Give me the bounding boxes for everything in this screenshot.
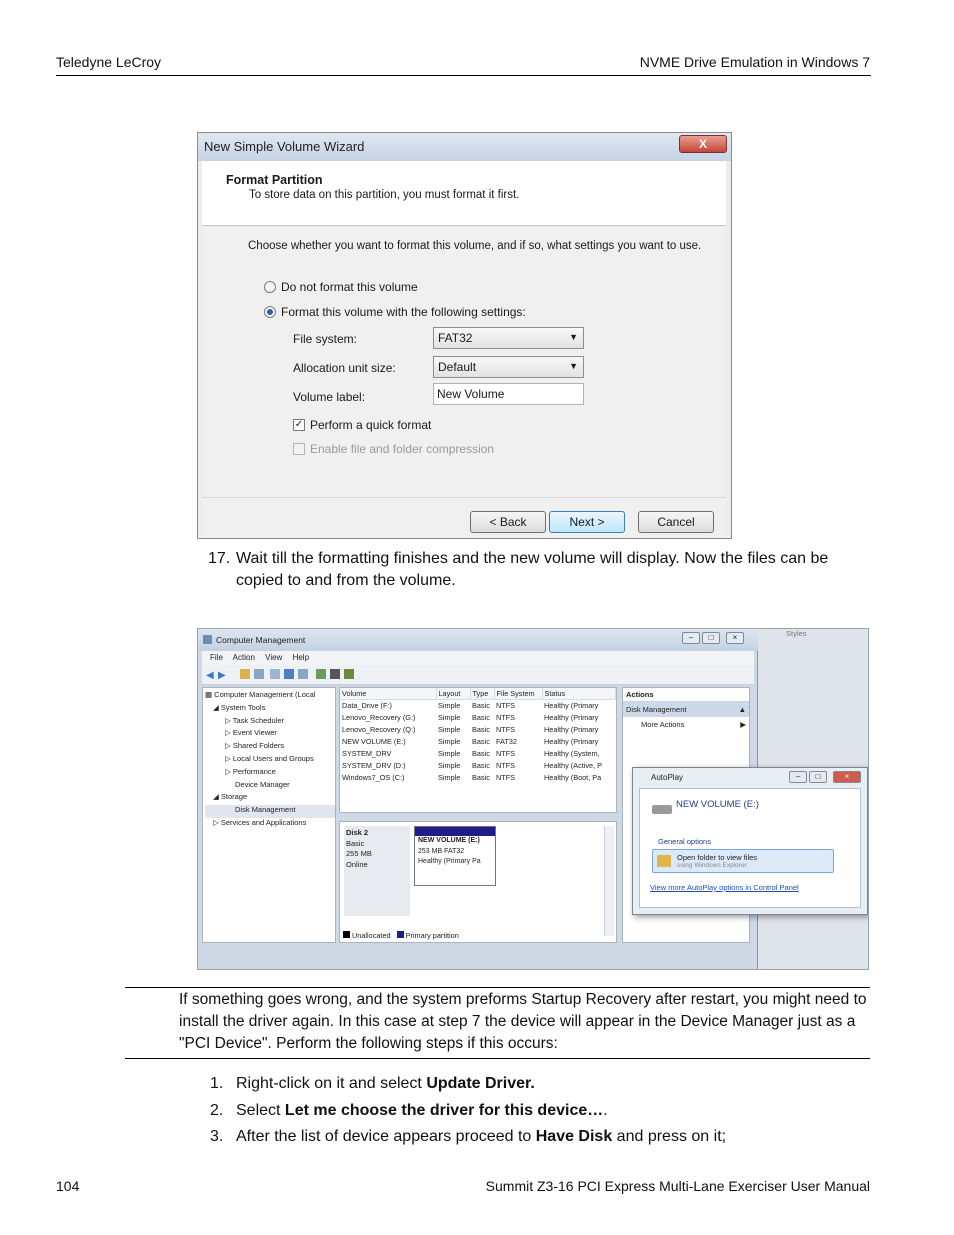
- volume-cell: NTFS: [496, 701, 516, 711]
- chevron-down-icon: ▼: [569, 361, 578, 371]
- tree-item-performance[interactable]: ▷ Performance: [225, 766, 276, 776]
- quick-format-checkbox[interactable]: ✓: [294, 419, 304, 430]
- tree-item-task-scheduler[interactable]: ▷ Task Scheduler: [225, 715, 284, 725]
- computer-icon: [203, 635, 212, 644]
- disk-state: Online: [346, 859, 368, 869]
- radio-format[interactable]: [264, 306, 276, 318]
- menu-action[interactable]: Action: [232, 653, 255, 662]
- help-icon[interactable]: [284, 669, 294, 679]
- note-rule-bottom: [125, 1058, 870, 1059]
- col-type[interactable]: Type: [470, 688, 494, 700]
- volume-cell: Windows7_OS (C:): [342, 773, 405, 782]
- tree-item-disk-management[interactable]: Disk Management: [205, 805, 335, 818]
- volume-row[interactable]: [340, 748, 616, 760]
- chevron-down-icon: ▼: [569, 332, 578, 342]
- check-icon[interactable]: [316, 669, 326, 679]
- volume-cell: Basic: [472, 713, 490, 722]
- step-17-text: Wait till the formatting finishes and the new volume will display. Now the files can be copied to and from the volume.: [236, 550, 829, 589]
- console-icon[interactable]: [254, 669, 264, 679]
- tree-item-shared-folders[interactable]: ▷ Shared Folders: [225, 741, 285, 751]
- computer-management-screenshot: [197, 628, 869, 970]
- tree-item-system-tools[interactable]: ◢ System Tools: [213, 702, 266, 712]
- step-1-number: 1.: [210, 1075, 224, 1092]
- volume-cell: Basic: [472, 737, 490, 746]
- wizard-header: [202, 161, 726, 226]
- volume-cell: Simple: [438, 725, 461, 734]
- volume-cell: NTFS: [496, 773, 516, 782]
- volume-cell: Healthy (Primary: [544, 737, 599, 746]
- tree-item-local-users[interactable]: ▷ Local Users and Groups: [225, 753, 314, 763]
- volume-cell: NEW VOLUME (E:): [342, 737, 406, 746]
- step-3-text: After the list of device appears proceed to Have Disk and press on it;: [236, 1128, 727, 1145]
- label-no-format: Do not format this volume: [281, 280, 418, 294]
- autoplay-link[interactable]: View more AutoPlay options in Control Panel: [650, 883, 799, 892]
- note-text: If something goes wrong, and the system preforms Startup Recovery after restart, you might need to install the driver again. In this case at step 7 the device will appear in the Device Manager just as a "PCI Device". Perform the following steps if this occurs:: [179, 991, 867, 1052]
- volume-cell: Simple: [438, 761, 461, 770]
- volume-cell: Healthy (Boot, Pa: [544, 773, 602, 782]
- cm-title: Computer Management: [198, 629, 758, 651]
- volume-label-label: Volume label:: [293, 390, 366, 404]
- tree-item-device-manager[interactable]: Device Manager: [235, 779, 290, 789]
- partition-new-volume[interactable]: [414, 826, 496, 886]
- allocation-label: Allocation unit size:: [293, 361, 396, 375]
- col-file-system[interactable]: File System: [494, 688, 542, 700]
- close-icon[interactable]: X: [679, 135, 727, 153]
- forward-arrow-icon[interactable]: ▶: [218, 670, 226, 681]
- maximize-icon[interactable]: □: [809, 771, 827, 783]
- cancel-button[interactable]: Cancel: [638, 511, 714, 533]
- volume-cell: Healthy (Active, P: [544, 761, 602, 770]
- menu-help[interactable]: Help: [292, 653, 310, 662]
- next-button[interactable]: Next >: [549, 511, 625, 533]
- volume-cell: Simple: [438, 701, 461, 711]
- folder-icon[interactable]: [240, 669, 250, 679]
- autoplay-general: General options: [658, 837, 711, 846]
- step-2-number: 2.: [210, 1102, 224, 1119]
- minimize-icon[interactable]: –: [682, 632, 700, 644]
- col-layout[interactable]: Layout: [436, 688, 470, 700]
- autoplay-open-folder[interactable]: [652, 849, 834, 873]
- primary-swatch: [397, 931, 404, 938]
- volume-cell: Simple: [438, 713, 461, 722]
- volume-cell: Healthy (Primary: [544, 701, 599, 711]
- disk-icon[interactable]: [330, 669, 340, 679]
- tree-item-root[interactable]: ▦ Computer Management (Local: [205, 690, 316, 699]
- label-format: Format this volume with the following settings:: [281, 305, 526, 319]
- volume-cell: FAT32: [496, 737, 517, 746]
- wizard-title: New Simple Volume Wizard: [198, 133, 731, 161]
- wizard-body: [202, 227, 726, 497]
- volume-label-input[interactable]: New Volume: [433, 383, 584, 405]
- volume-cell: Basic: [472, 701, 490, 711]
- volume-cell: Healthy (Primary: [544, 725, 599, 734]
- disk-info: [344, 826, 410, 916]
- tree-item-event-viewer[interactable]: ▷ Event Viewer: [225, 728, 277, 738]
- chevron-up-icon: ▲: [738, 705, 746, 714]
- partition-name: NEW VOLUME (E:): [418, 837, 480, 844]
- step-17-number: 17.: [208, 550, 231, 567]
- refresh-icon[interactable]: [344, 669, 354, 679]
- allocation-value: Default: [438, 360, 477, 374]
- volume-cell: SYSTEM_DRV (D:): [342, 761, 406, 770]
- autoplay-title: AutoPlay: [651, 773, 684, 782]
- autoplay-content: [639, 788, 861, 908]
- volume-cell: Lenovo_Recovery (G:): [342, 713, 416, 722]
- page-number: 104: [56, 1178, 80, 1194]
- volume-cell: Lenovo_Recovery (Q:): [342, 725, 416, 734]
- autoplay-open-sub: using Windows Explorer: [677, 862, 747, 869]
- volume-cell: Basic: [472, 749, 490, 758]
- volume-row[interactable]: [340, 700, 616, 712]
- header-left: Teledyne LeCroy: [56, 54, 162, 70]
- drive-icon: [652, 805, 672, 814]
- volume-row[interactable]: [340, 772, 616, 784]
- close-icon[interactable]: ×: [726, 632, 744, 644]
- footer-title: Summit Z3-16 PCI Express Multi-Lane Exerciser User Manual: [485, 1178, 870, 1194]
- autoplay-open: Open folder to view files: [677, 853, 758, 862]
- format-wizard-screenshot: [197, 132, 732, 539]
- compression-checkbox[interactable]: [293, 443, 305, 455]
- cm-toolbar: [202, 665, 754, 685]
- close-icon[interactable]: ×: [833, 771, 861, 783]
- header-right: NVME Drive Emulation in Windows 7: [639, 54, 870, 70]
- wizard-subheading: To store data on this partition, you must format it first.: [249, 189, 520, 201]
- header-rule: [56, 75, 871, 76]
- menu-file[interactable]: File: [210, 653, 223, 662]
- note-rule-top: [125, 987, 870, 988]
- volume-cell: SYSTEM_DRV: [342, 749, 392, 758]
- actions-more[interactable]: More Actions ▶: [641, 720, 746, 729]
- unallocated-swatch: [343, 931, 350, 938]
- legend-primary: Primary partition: [405, 931, 459, 940]
- disk-type: Basic: [346, 838, 365, 848]
- compression-label: Enable file and folder compression: [310, 442, 495, 456]
- disk-size: 255 MB: [346, 849, 372, 858]
- col-volume[interactable]: Volume: [340, 688, 436, 700]
- cm-volume-list: [339, 687, 617, 813]
- chevron-right-icon: ▶: [740, 720, 746, 729]
- volume-cell: Healthy (System,: [544, 749, 600, 758]
- file-system-label: File system:: [293, 332, 358, 346]
- cm-disk-panel: [339, 821, 617, 943]
- actions-header: Actions: [623, 688, 749, 702]
- wizard-prompt: Choose whether you want to format this volume, and if so, what settings you want to use.: [248, 240, 702, 252]
- actions-disk-management[interactable]: Disk Management ▲: [623, 702, 749, 717]
- allocation-select[interactable]: [433, 356, 584, 378]
- volume-cell: Basic: [472, 761, 490, 770]
- volume-cell: Simple: [438, 749, 461, 758]
- wizard-footer: [202, 497, 726, 539]
- volume-cell: NTFS: [496, 725, 516, 734]
- partition-status: Healthy (Primary Pa: [418, 858, 481, 865]
- volume-cell: Basic: [472, 773, 490, 782]
- cm-menu-bar: [202, 651, 754, 665]
- styles-label: Styles: [786, 629, 807, 638]
- tree-item-storage[interactable]: ◢ Storage: [213, 792, 248, 802]
- volume-cell: Data_Drive (F:): [342, 701, 392, 711]
- volume-cell: Simple: [438, 773, 461, 782]
- col-status[interactable]: Status: [542, 688, 616, 700]
- volume-cell: Basic: [472, 725, 490, 734]
- quick-format-label: Perform a quick format: [310, 418, 432, 432]
- partition-size: 253 MB FAT32: [418, 847, 465, 855]
- view-icon[interactable]: [298, 669, 308, 679]
- file-system-select[interactable]: [433, 327, 584, 349]
- back-button[interactable]: < Back: [470, 511, 546, 533]
- volume-cell: Healthy (Primary: [544, 713, 599, 722]
- volume-row[interactable]: [340, 736, 616, 748]
- volume-cell: NTFS: [496, 713, 516, 722]
- maximize-icon[interactable]: □: [702, 632, 720, 644]
- file-system-value: FAT32: [438, 331, 473, 345]
- disk-scrollbar[interactable]: [604, 826, 614, 936]
- autoplay-drive: NEW VOLUME (E:): [676, 799, 759, 810]
- minimize-icon[interactable]: –: [789, 771, 807, 783]
- radio-no-format[interactable]: [264, 281, 276, 293]
- partition-bar: [415, 827, 495, 836]
- legend-unallocated: Unallocated: [352, 931, 391, 940]
- volume-row[interactable]: [340, 760, 616, 772]
- back-arrow-icon[interactable]: ◀: [206, 670, 214, 681]
- folder-icon: [657, 855, 671, 867]
- wizard-heading: Format Partition: [226, 173, 323, 187]
- disk-name: Disk 2: [346, 828, 369, 837]
- cm-legend: [339, 929, 617, 943]
- volume-row[interactable]: [340, 724, 616, 736]
- properties-icon[interactable]: [270, 669, 280, 679]
- volume-cell: Simple: [438, 737, 461, 746]
- volume-row[interactable]: [340, 712, 616, 724]
- tree-item-services[interactable]: ▷ Services and Applications: [213, 817, 307, 827]
- step-3-number: 3.: [210, 1128, 224, 1145]
- menu-view[interactable]: View: [265, 653, 283, 662]
- step-2-text: Select Let me choose the driver for this device….: [236, 1102, 608, 1119]
- volume-cell: NTFS: [496, 749, 516, 758]
- autoplay-dialog: [632, 767, 868, 915]
- step-1-text: Right-click on it and select Update Driver.: [236, 1075, 535, 1092]
- volume-cell: NTFS: [496, 761, 516, 770]
- cm-tree-panel: [202, 687, 336, 943]
